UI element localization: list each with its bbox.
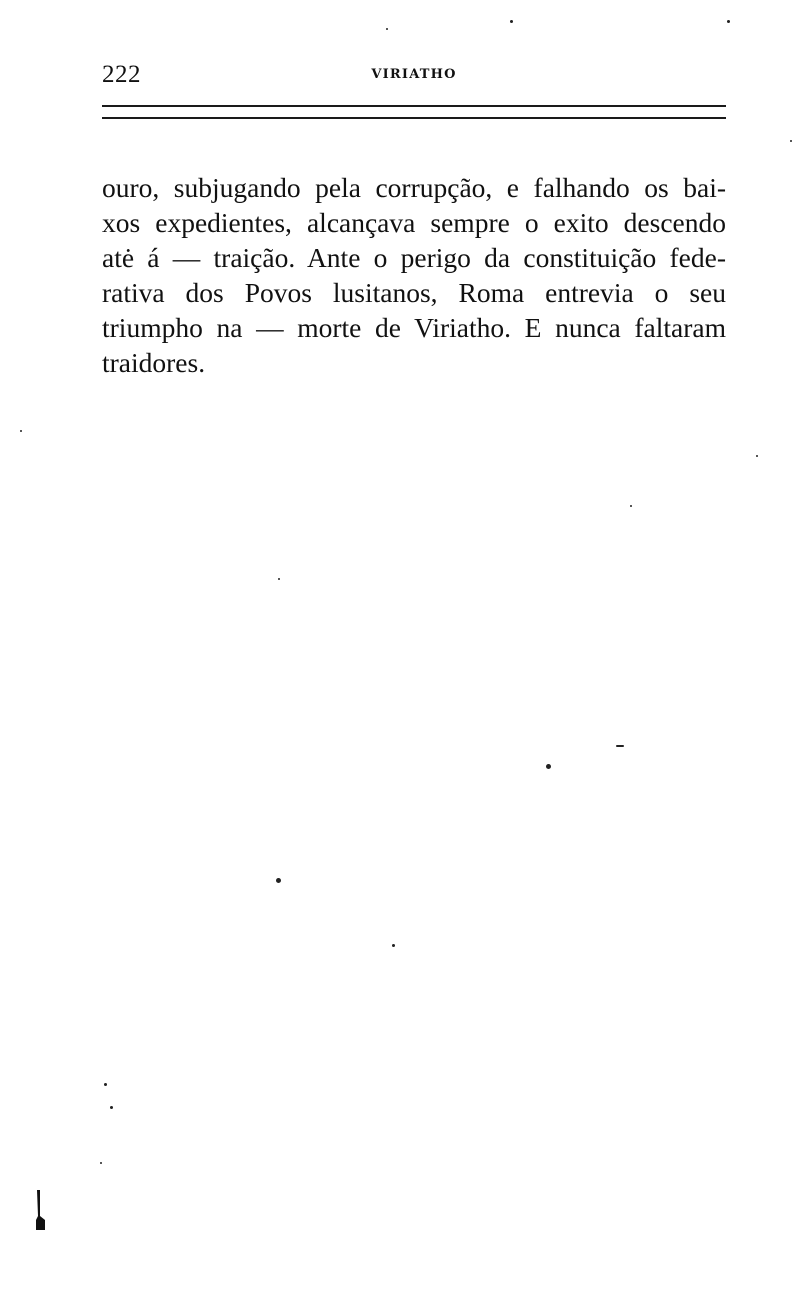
text-line: xos expedientes, alcançava sempre o exito descendo — [102, 207, 726, 238]
header-rule-bottom — [102, 117, 726, 119]
scan-speck — [386, 28, 388, 30]
text-line: ouro, subjugando pela corrupção, e falhando os bai- — [102, 172, 726, 203]
scan-speck — [727, 20, 730, 23]
running-header — [102, 60, 726, 90]
text-line: traidores. — [102, 347, 206, 378]
scan-speck — [630, 505, 632, 507]
page-number: 222 — [102, 61, 141, 88]
scan-speck — [756, 455, 758, 457]
text-line: triumpho na — morte de Viriatho. E nunca faltaram — [102, 312, 726, 343]
scan-speck — [276, 878, 281, 883]
scan-speck — [546, 764, 551, 769]
scan-speck — [510, 20, 513, 23]
scan-speck — [392, 944, 395, 947]
scan-speck — [278, 578, 280, 580]
text-line: rativa dos Povos lusitanos, Roma entrevia o seu — [102, 277, 726, 308]
text-line: atė á — traição. Ante o perigo da constituição fede- — [102, 242, 726, 273]
scan-speck — [790, 140, 792, 142]
running-title: VIRIATHO — [371, 67, 457, 82]
scan-speck — [616, 745, 624, 747]
scan-speck — [20, 430, 22, 432]
header-rule-top — [102, 105, 726, 107]
body-paragraph — [102, 170, 726, 380]
scan-speck — [100, 1162, 102, 1164]
scan-speck — [104, 1083, 107, 1086]
scan-speck — [110, 1106, 113, 1109]
scan-edge-mark — [34, 1190, 46, 1230]
